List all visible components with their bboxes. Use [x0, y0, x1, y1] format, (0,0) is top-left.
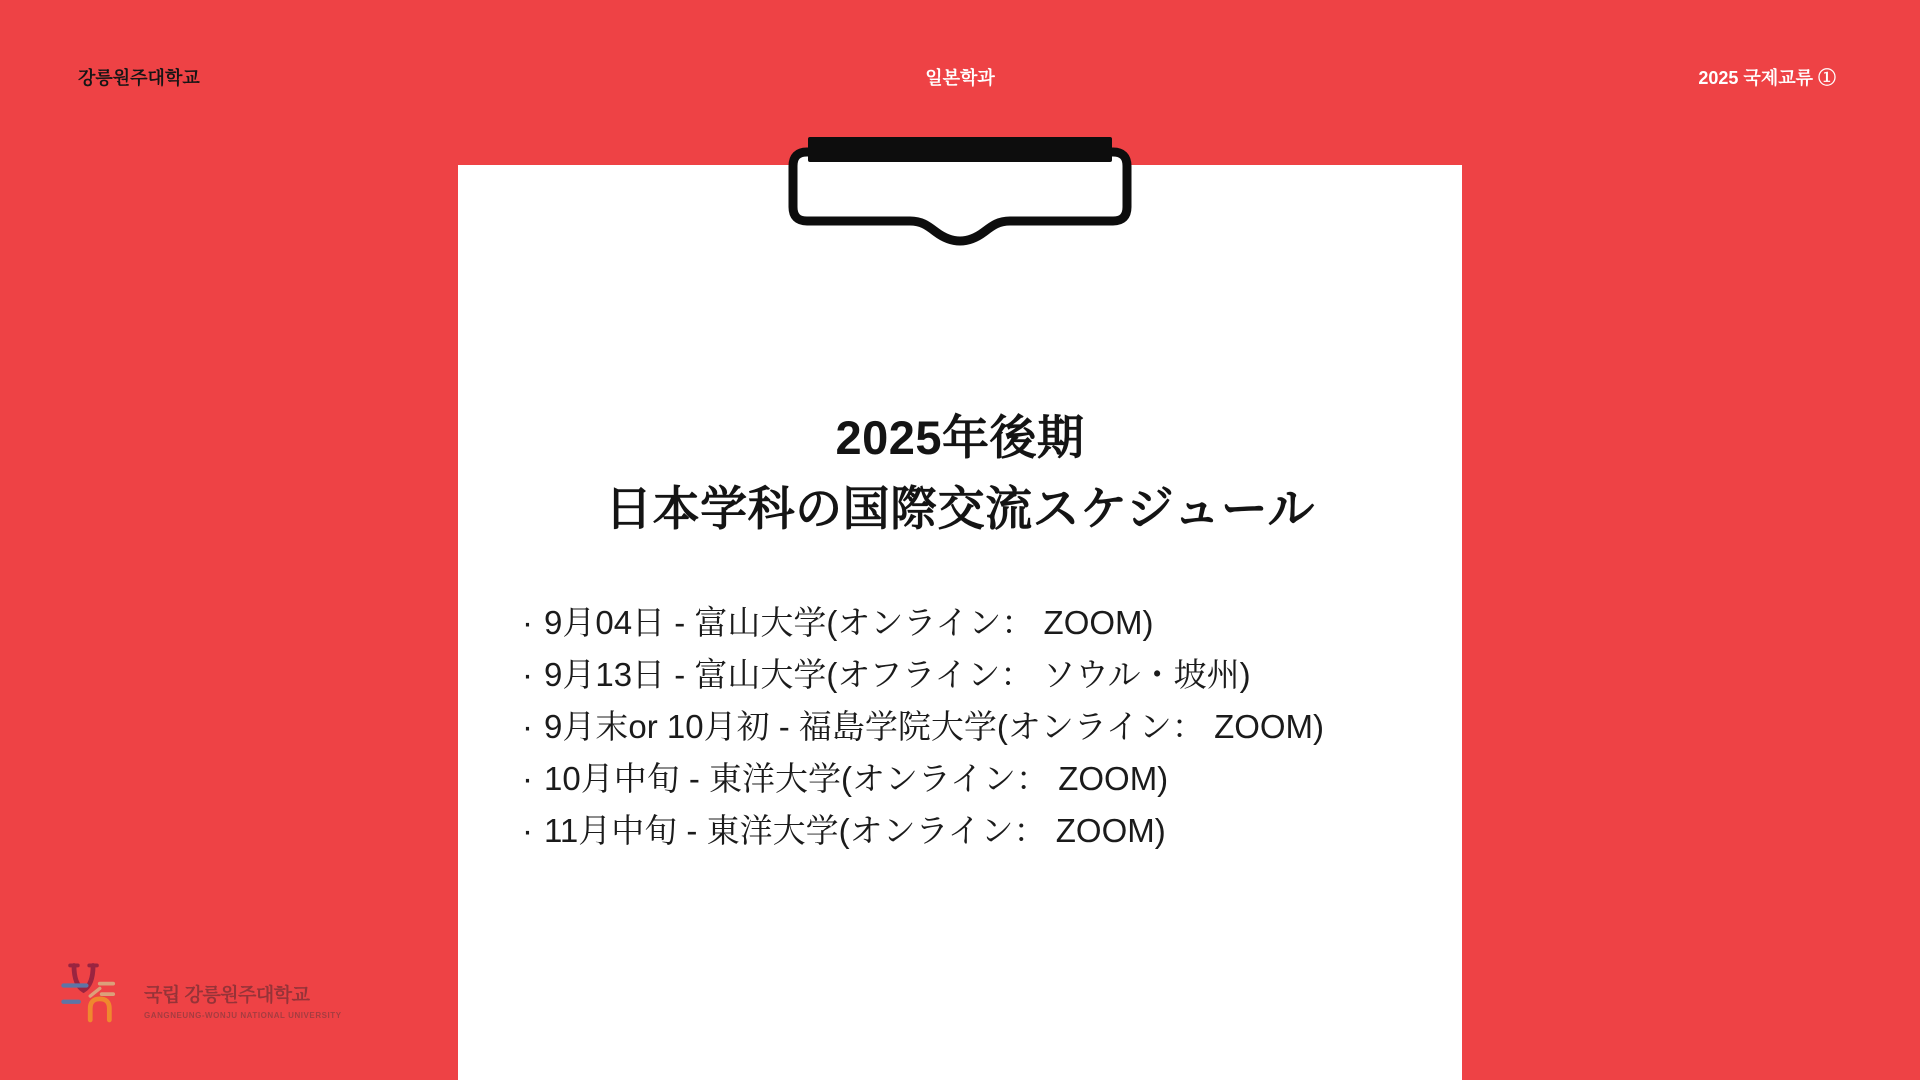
schedule-item [522, 649, 1324, 701]
card-title [458, 402, 1462, 544]
schedule-list [522, 597, 1324, 857]
logo-text-block [144, 980, 342, 1020]
schedule-item [522, 753, 1324, 805]
bullet-dot: · [522, 760, 533, 797]
clip-bar [808, 137, 1112, 162]
clipboard-clip-icon [780, 130, 1140, 255]
university-logo-icon [52, 954, 138, 1040]
title-line-2: 日本学科の国際交流スケジュール [605, 482, 1315, 535]
logo-english-text: GANGNEUNG-WONJU NATIONAL UNIVERSITY [144, 1011, 342, 1020]
schedule-item [522, 597, 1324, 649]
university-logo [52, 954, 342, 1040]
schedule-item [522, 805, 1324, 857]
logo-korean-text: 국립 강릉원주대학교 [144, 985, 310, 1006]
schedule-item-text: 9月04日 - 富山大学(オンライン： ZOOM) [544, 604, 1154, 641]
logo-tan-diagonal [90, 988, 100, 996]
bullet-dot: · [522, 604, 533, 641]
department-name: 일본학과 [925, 68, 995, 88]
title-line-1: 2025年後期 [835, 411, 1085, 464]
header [0, 58, 1920, 94]
bullet-dot: · [522, 812, 533, 849]
bullet-dot: · [522, 656, 533, 693]
schedule-card [458, 165, 1462, 1080]
clip-frame [793, 152, 1127, 241]
schedule-item-text: 10月中旬 - 東洋大学(オンライン： ZOOM) [544, 760, 1169, 797]
university-name: 강릉원주대학교 [78, 68, 200, 88]
schedule-item-text: 11月中旬 - 東洋大学(オンライン： ZOOM) [544, 812, 1166, 849]
bullet-dot: · [522, 708, 533, 745]
schedule-item-text: 9月13日 - 富山大学(オフライン： ソウル・坡州) [544, 656, 1251, 693]
schedule-item [522, 701, 1324, 753]
schedule-item-text: 9月末or 10月初 - 福島学院大学(オンライン： ZOOM) [544, 708, 1325, 745]
logo-n-shape [90, 999, 109, 1020]
slide-topic-label: 2025 국제교류 ① [1698, 68, 1836, 88]
